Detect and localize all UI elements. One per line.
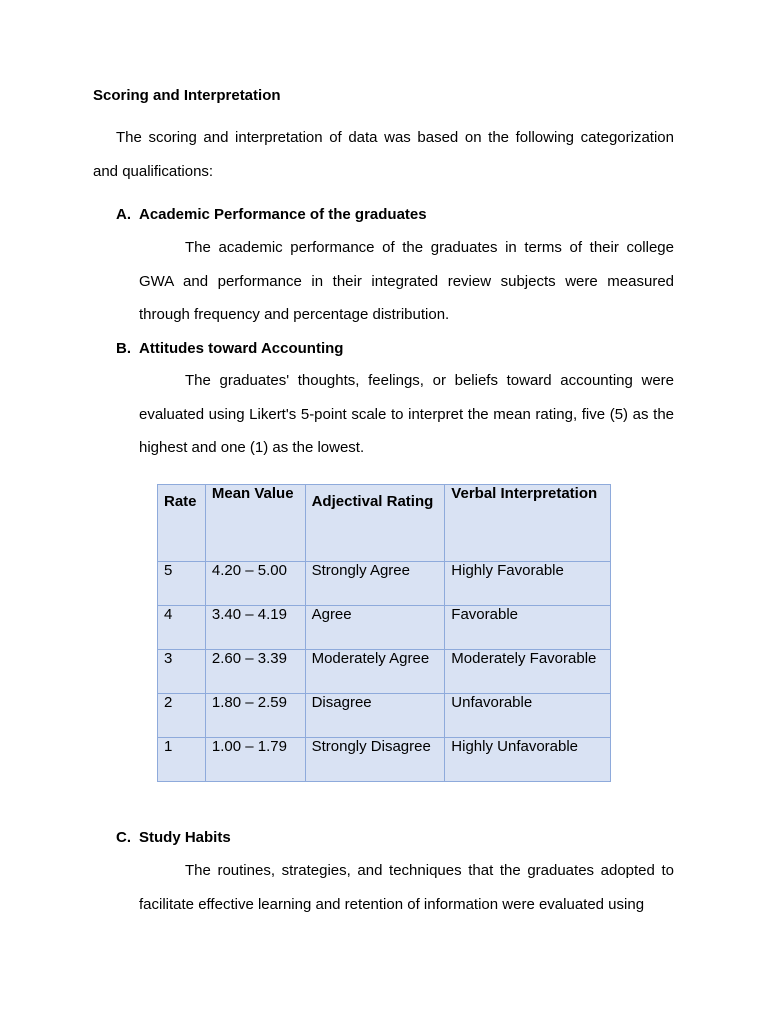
section-c-title: Study Habits xyxy=(139,829,231,846)
cell-verbal-interpretation: Unfavorable xyxy=(445,694,611,738)
table-row xyxy=(158,738,611,782)
section-b-body: The graduates' thoughts, feelings, or beliefs toward accounting were evaluated using Likert's 5-point scale to interpret the mean rating, five (5) as the highest and one (1) as the lowest. xyxy=(139,372,674,456)
header-adjectival-rating: Adjectival Rating xyxy=(305,485,445,562)
cell-rate: 3 xyxy=(158,650,206,694)
table-row xyxy=(158,694,611,738)
cell-verbal-interpretation: Moderately Favorable xyxy=(445,650,611,694)
likert-scale-table xyxy=(157,484,611,782)
cell-mean-value: 1.00 – 1.79 xyxy=(205,738,305,782)
cell-rate: 4 xyxy=(158,606,206,650)
header-mean-value: Mean Value xyxy=(205,485,305,562)
cell-adjectival-rating: Agree xyxy=(305,606,445,650)
table-row xyxy=(158,650,611,694)
table-row xyxy=(158,562,611,606)
header-verbal-interpretation: Verbal Interpretation xyxy=(445,485,611,562)
section-a-heading xyxy=(116,206,427,224)
page-heading: Scoring and Interpretation xyxy=(93,87,281,104)
cell-rate: 5 xyxy=(158,562,206,606)
cell-adjectival-rating: Strongly Agree xyxy=(305,562,445,606)
section-a-letter: A. xyxy=(116,206,131,223)
cell-adjectival-rating: Moderately Agree xyxy=(305,650,445,694)
section-b-title: Attitudes toward Accounting xyxy=(139,340,344,357)
table-header-row xyxy=(158,485,611,562)
cell-verbal-interpretation: Highly Unfavorable xyxy=(445,738,611,782)
intro-paragraph: The scoring and interpretation of data was based on the following categorization and qualifications: xyxy=(93,129,674,180)
cell-rate: 2 xyxy=(158,694,206,738)
cell-verbal-interpretation: Favorable xyxy=(445,606,611,650)
cell-mean-value: 2.60 – 3.39 xyxy=(205,650,305,694)
header-rate: Rate xyxy=(158,485,206,562)
cell-mean-value: 1.80 – 2.59 xyxy=(205,694,305,738)
section-c-letter: C. xyxy=(116,829,131,846)
cell-mean-value: 4.20 – 5.00 xyxy=(205,562,305,606)
table-row xyxy=(158,606,611,650)
cell-adjectival-rating: Strongly Disagree xyxy=(305,738,445,782)
cell-verbal-interpretation: Highly Favorable xyxy=(445,562,611,606)
cell-mean-value: 3.40 – 4.19 xyxy=(205,606,305,650)
section-b-heading xyxy=(116,340,343,358)
section-a-body: The academic performance of the graduates in terms of their college GWA and performance in their integrated review subjects were measured through frequency and percentage distribution. xyxy=(139,239,674,323)
section-c-heading xyxy=(116,829,231,847)
cell-adjectival-rating: Disagree xyxy=(305,694,445,738)
section-b-letter: B. xyxy=(116,340,131,357)
section-c-body: The routines, strategies, and techniques that the graduates adopted to facilitate effective learning and retention of information were evaluated using xyxy=(139,862,674,913)
cell-rate: 1 xyxy=(158,738,206,782)
section-a-title: Academic Performance of the graduates xyxy=(139,206,427,223)
